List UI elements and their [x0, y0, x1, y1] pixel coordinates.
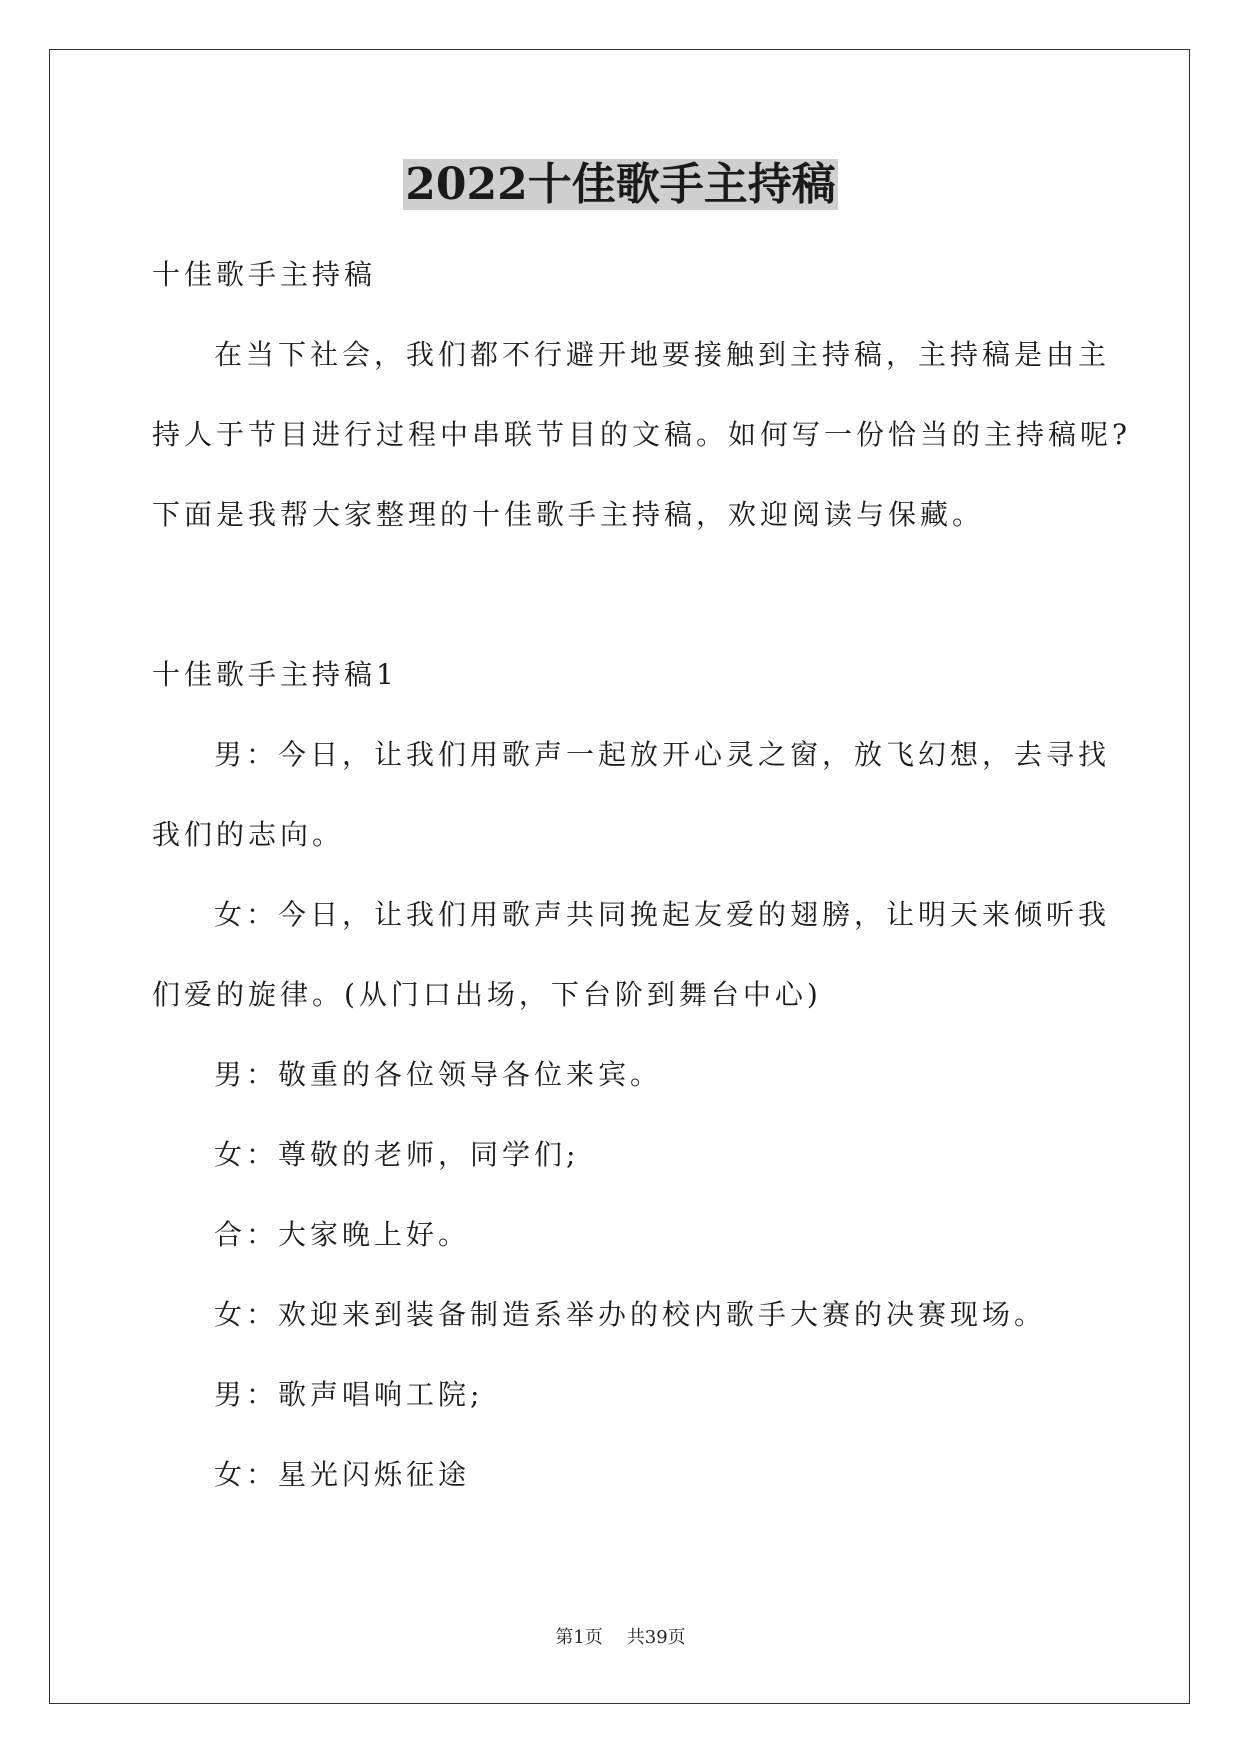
- dialogue-line: 男：敬重的各位领导各位来宾。: [214, 1058, 663, 1091]
- dialogue-line: 们爱的旋律。(从门口出场，下台阶到舞台中心): [152, 978, 822, 1011]
- dialogue-line: 男：今日，让我们用歌声一起放开心灵之窗，放飞幻想，去寻找: [214, 738, 1111, 771]
- document-title-text: 2022十佳歌手主持稿: [405, 159, 836, 210]
- blank-line: [152, 555, 1092, 635]
- dialogue-line: 女：今日，让我们用歌声共同挽起友爱的翅膀，让明天来倾听我: [214, 898, 1111, 931]
- section-heading: 十佳歌手主持稿1: [152, 658, 398, 691]
- total-pages: 共39页: [626, 1627, 686, 1648]
- page-number: 第1页: [555, 1627, 603, 1648]
- paragraph-line: 在当下社会，我们都不行避开地要接触到主持稿，主持稿是由主: [214, 338, 1111, 371]
- paragraph-line: 下面是我帮大家整理的十佳歌手主持稿，欢迎阅读与保藏。: [152, 498, 985, 531]
- page-footer: [0, 1626, 1241, 1650]
- paragraph-line: 持人于节目进行过程中串联节目的文稿。如何写一份恰当的主持稿呢?: [152, 418, 1132, 451]
- dialogue-line: 男：歌声唱响工院;: [214, 1378, 484, 1411]
- document-body: [152, 235, 1132, 1515]
- dialogue-line: 我们的志向。: [152, 818, 345, 851]
- dialogue-line: 女：欢迎来到装备制造系举办的校内歌手大赛的决赛现场。: [214, 1298, 1047, 1331]
- dialogue-line: 女：星光闪烁征途: [214, 1458, 471, 1491]
- dialogue-line: 女：尊敬的老师，同学们;: [214, 1138, 580, 1171]
- heading-line: 十佳歌手主持稿: [152, 258, 377, 291]
- dialogue-line: 合：大家晚上好。: [214, 1218, 471, 1251]
- document-title: [0, 157, 1241, 213]
